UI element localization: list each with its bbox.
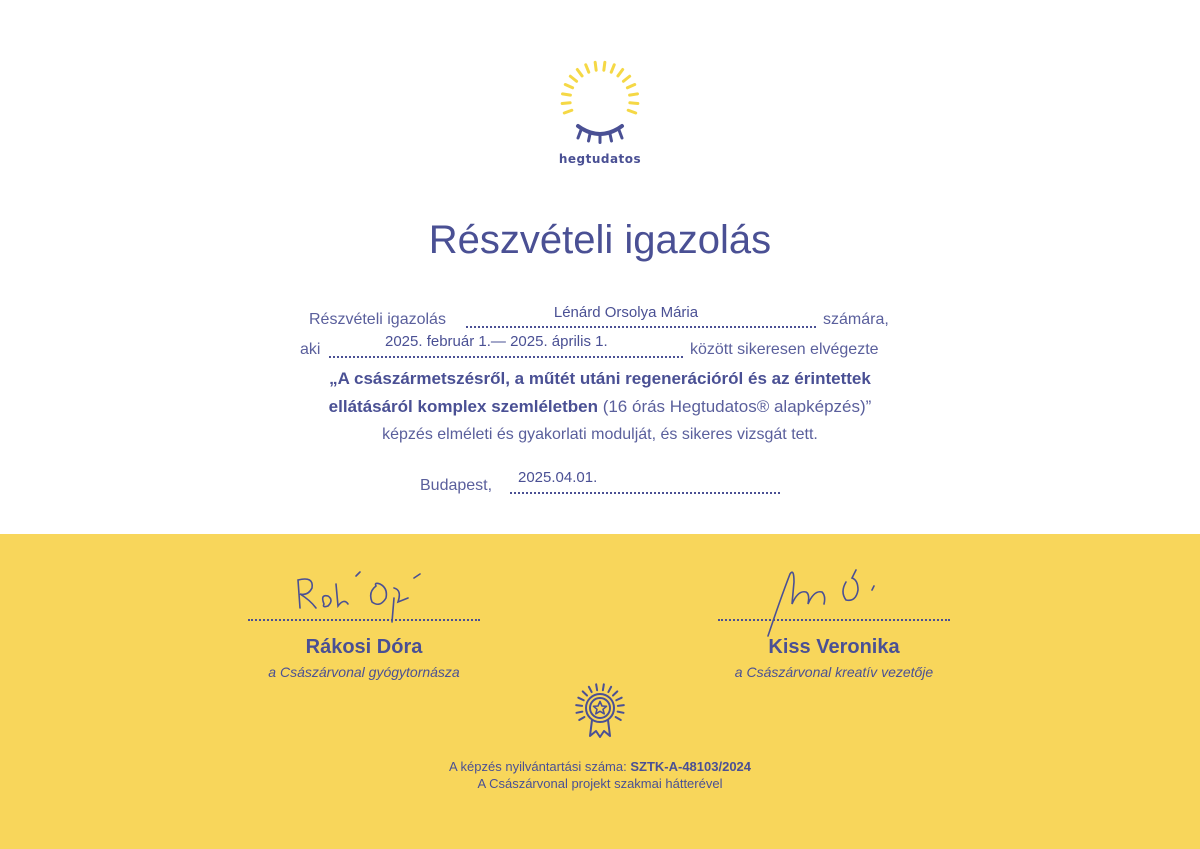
sun-ray xyxy=(611,65,614,72)
badge-ray xyxy=(596,684,597,690)
period-dotted-line xyxy=(329,356,683,358)
sun-ray xyxy=(628,110,636,113)
sun-ray xyxy=(562,103,570,104)
signer-name-2: Kiss Veronika xyxy=(768,636,900,658)
badge-ray xyxy=(613,691,617,695)
sun-smile-icon xyxy=(550,58,650,150)
recipient-name: Lénárd Orsolya Mária xyxy=(553,304,699,321)
course-title-normal: (16 órás Hegtudatos® alapképzés)” xyxy=(597,397,872,416)
recipient-dotted-line xyxy=(466,326,816,328)
line1-prefix: Részvételi igazolás xyxy=(309,311,446,328)
badge-ray xyxy=(583,691,587,695)
sun-ray xyxy=(595,62,596,70)
badge-ray xyxy=(576,705,582,706)
signature-image-2 xyxy=(760,560,890,640)
signer-role-1: a Császárvonal gyógytornásza xyxy=(268,664,460,680)
badge-ray xyxy=(618,712,624,713)
registration-label: A képzés nyilvántartási száma: xyxy=(448,759,631,774)
sun-ray xyxy=(604,62,605,70)
sun-ray xyxy=(563,94,571,95)
line2-prefix: aki xyxy=(300,341,321,358)
date-dotted-line xyxy=(510,492,780,494)
page-title: Részvételi igazolás xyxy=(428,218,772,262)
brand-name: hegtudatos xyxy=(558,152,642,166)
sun-ray xyxy=(577,70,582,76)
course-period: 2025. február 1.— 2025. április 1. xyxy=(385,333,608,350)
badge-ray xyxy=(616,717,621,720)
sun-ray xyxy=(565,85,572,88)
sun-ray xyxy=(627,85,634,88)
badge-ray xyxy=(589,687,592,692)
star-rosette-icon xyxy=(568,678,632,742)
brand-logo xyxy=(550,58,650,168)
line2-suffix: között sikeresen elvégezte xyxy=(690,341,879,358)
badge-ray xyxy=(576,712,582,713)
signature-line-1 xyxy=(248,619,480,621)
registration-code: SZTK-A-48103/2024 xyxy=(630,759,752,774)
registration-number xyxy=(0,759,1200,774)
sun-ray xyxy=(630,94,638,95)
badge-ray xyxy=(579,717,584,720)
professional-backing: A Császárvonal projekt szakmai hátterével xyxy=(477,776,723,791)
completion-statement: képzés elméleti és gyakorlati modulját, és sikeres vizsgát tett. xyxy=(382,426,818,443)
badge-ray xyxy=(603,684,604,690)
course-title-line2 xyxy=(0,397,1200,417)
signer-name-1: Rákosi Dóra xyxy=(305,636,423,658)
sun-ray xyxy=(564,110,572,113)
sun-ray xyxy=(570,76,576,81)
sun-ray xyxy=(630,103,638,104)
place-label: Budapest, xyxy=(420,477,493,494)
sun-ray xyxy=(623,76,629,81)
badge-ray xyxy=(578,698,583,701)
course-title-bold: ellátásáról komplex szemléletben xyxy=(328,397,598,416)
line1-suffix: számára, xyxy=(823,311,889,328)
course-title-line1: „A császármetszésről, a műtét utáni regenerációról és az érintettek xyxy=(329,369,871,388)
badge-ray xyxy=(616,698,621,701)
issue-date: 2025.04.01. xyxy=(518,469,598,486)
sun-ray xyxy=(618,70,623,76)
sun-ray xyxy=(586,65,589,72)
signature-line-2 xyxy=(718,619,950,621)
signer-role-2: a Császárvonal kreatív vezetője xyxy=(734,664,934,680)
badge-ray xyxy=(608,687,611,692)
badge-ray xyxy=(618,705,624,706)
